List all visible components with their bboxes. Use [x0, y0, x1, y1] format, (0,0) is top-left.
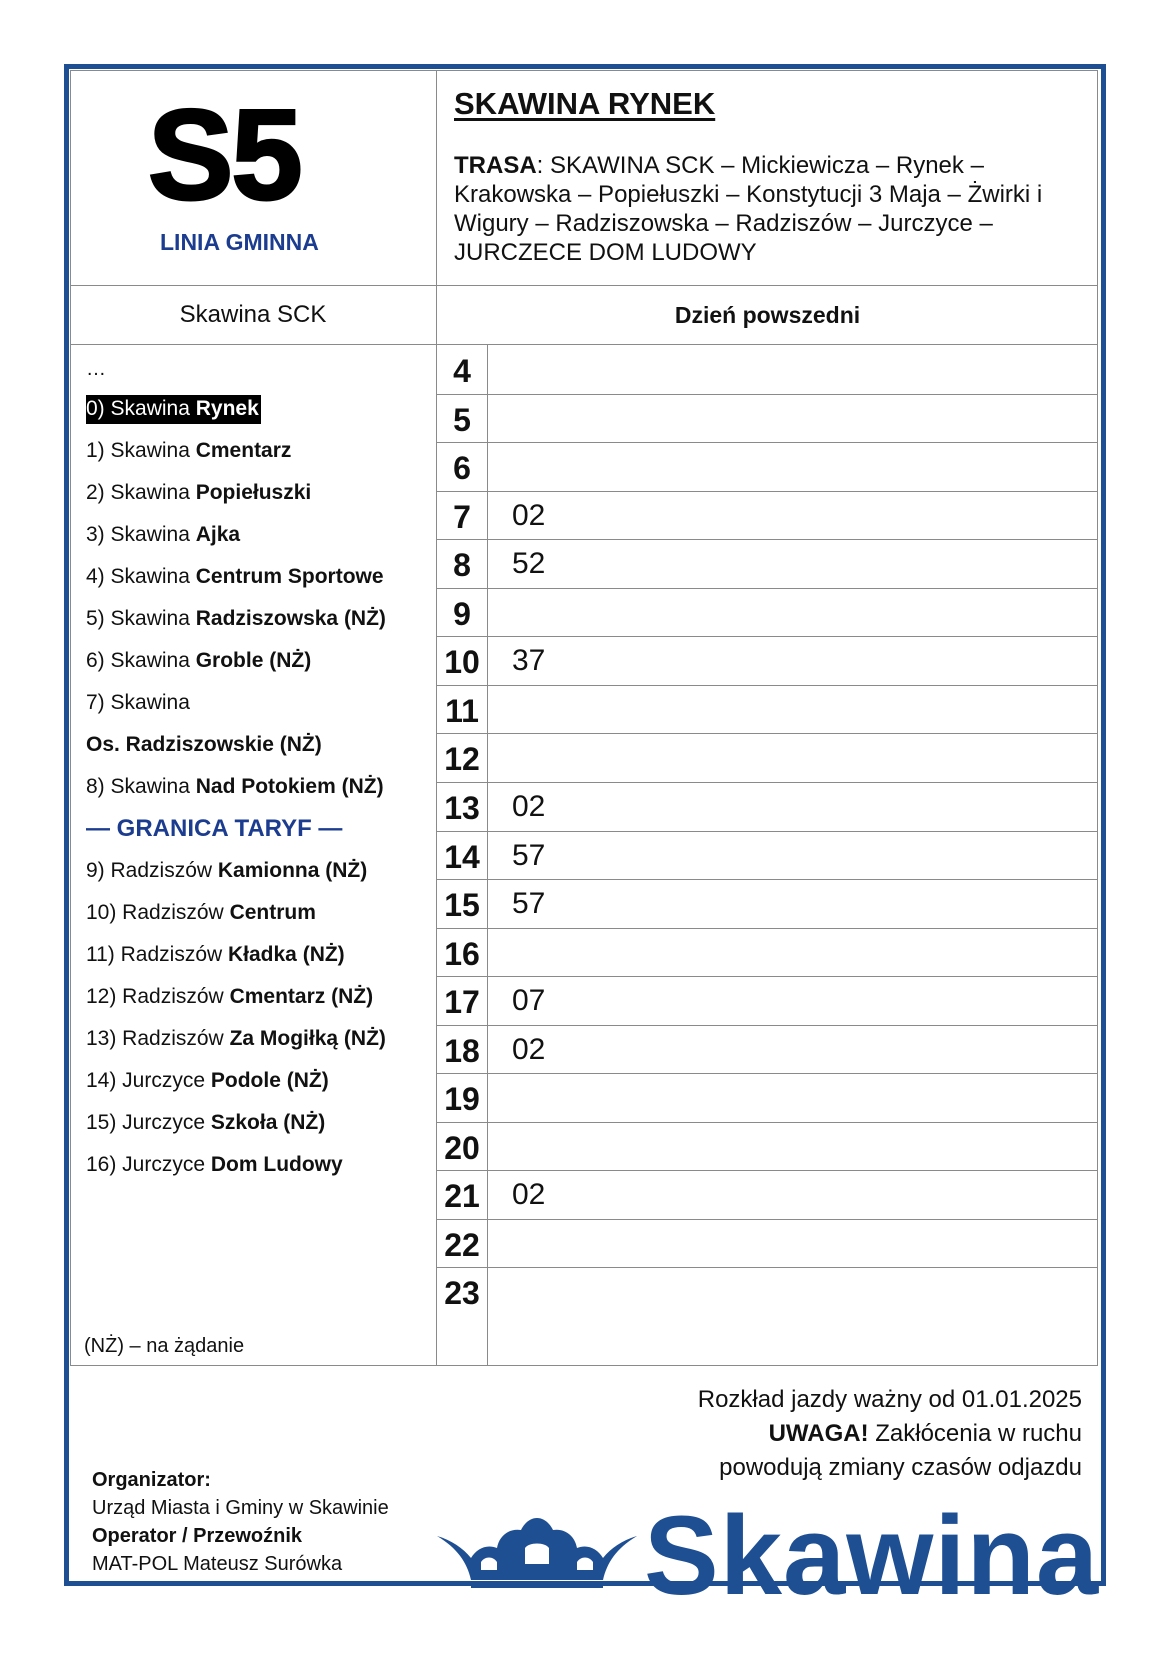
organizer-name: Urząd Miasta i Gminy w Skawinie [92, 1497, 389, 1519]
minutes-cell: 02 [512, 498, 546, 532]
stop-item [86, 392, 386, 434]
row-divider [437, 976, 1098, 977]
row-divider [437, 1025, 1098, 1026]
stop-item [86, 1064, 386, 1106]
stop-item [86, 1106, 386, 1148]
warning-text-2: powodują zmiany czasów odjazdu [719, 1454, 1082, 1481]
stop-item [86, 644, 386, 686]
legend: (NŻ) – na żądanie [84, 1335, 245, 1357]
hour-cell: 11 [445, 692, 479, 729]
hour-cell: 4 [453, 353, 471, 389]
stop-label [86, 733, 322, 756]
stop-prefix: 13) Radziszów [86, 1027, 230, 1050]
operator-name: MAT-POL Mateusz Surówka [92, 1553, 343, 1575]
minutes-cell: 02 [512, 789, 546, 823]
stop-prefix: 11) Radziszów [86, 943, 228, 966]
stop-prefix: 0) Skawina [86, 397, 196, 420]
stop-label [86, 943, 345, 966]
row-divider [437, 685, 1098, 686]
hour-cell: 22 [444, 1226, 480, 1263]
stop-name: Cmentarz [195, 439, 292, 462]
stop-prefix: 3) Skawina [86, 523, 196, 546]
stop-item [86, 434, 386, 476]
row-divider [437, 1267, 1098, 1268]
hour-cell: 15 [444, 887, 480, 924]
stops-list [86, 392, 386, 1190]
stop-prefix: 12) Radziszów [86, 985, 230, 1008]
stop-item [86, 518, 386, 560]
day-type: Dzień powszedni [674, 301, 861, 328]
stop-title: SKAWINA RYNEK [454, 86, 716, 121]
hour-cell: 7 [453, 498, 471, 535]
minutes-cell: 57 [512, 838, 546, 872]
hour-cell: 17 [444, 984, 480, 1021]
stop-item [86, 812, 386, 854]
stop-prefix: 16) Jurczyce [86, 1153, 211, 1176]
stop-item [86, 560, 386, 602]
hour-cell: 21 [444, 1178, 480, 1215]
hour-cell: 6 [453, 450, 471, 487]
direction-from: Skawina SCK [179, 301, 327, 328]
stop-item [86, 938, 386, 980]
stop-label [86, 439, 291, 462]
stop-label [86, 1027, 386, 1050]
stop-name: Podole (NŻ) [210, 1069, 329, 1092]
hour-divider [487, 344, 488, 1366]
stop-label [86, 775, 384, 798]
route-label: TRASA [454, 152, 537, 179]
stop-label [86, 1069, 329, 1092]
valid-from: Rozkład jazdy ważny od 01.01.2025 [697, 1386, 1082, 1413]
warning-line [698, 1417, 1082, 1451]
stop-item [86, 770, 386, 812]
row-divider [437, 1170, 1098, 1171]
stops-ellipsis: … [86, 358, 106, 380]
stop-item [86, 1022, 386, 1064]
crown-logo-icon [437, 1518, 637, 1588]
hour-cell: 13 [444, 789, 480, 826]
minutes-cell: 57 [512, 887, 546, 921]
stop-label [86, 649, 311, 672]
row-divider [437, 1219, 1098, 1220]
hour-cell: 5 [453, 401, 471, 438]
stop-label [86, 523, 240, 546]
stop-item [86, 728, 386, 770]
stop-label [86, 565, 384, 588]
row-divider [437, 394, 1098, 395]
stop-prefix: 15) Jurczyce [86, 1111, 211, 1134]
stop-prefix: 14) Jurczyce [86, 1069, 211, 1092]
minutes-cell: 37 [512, 644, 546, 678]
stop-name: Nad Potokiem (NŻ) [195, 775, 384, 798]
stop-name: Radziszowska (NŻ) [195, 607, 386, 630]
line-number: S5 [148, 84, 301, 227]
stop-name: Za Mogiłką (NŻ) [229, 1027, 386, 1050]
row-divider [437, 782, 1098, 783]
stop-name: Dom Ludowy [210, 1153, 343, 1176]
organizer-info [92, 1466, 389, 1578]
stop-item [86, 854, 386, 896]
stop-item [86, 980, 386, 1022]
line-type: LINIA GMINNA [160, 229, 319, 255]
stop-name: Popiełuszki [195, 481, 312, 504]
row-divider [437, 1073, 1098, 1074]
row-divider [437, 1122, 1098, 1123]
hour-cell: 16 [444, 935, 480, 972]
hour-cell: 23 [444, 1275, 480, 1312]
operator-label: Operator / Przewoźnik [92, 1525, 303, 1547]
row-divider [437, 636, 1098, 637]
stop-label [86, 1153, 343, 1176]
hour-cell: 12 [444, 741, 480, 778]
route-text: : SKAWINA SCK – Mickiewicza – Rynek – Krakowska – Popiełuszki – Konstytucji 3 Maja – Żwirki i Wigury – Radziszowska – Radziszów – Jurczyce – JURCZECE DOM LUDOWY [454, 152, 1043, 266]
stop-label [86, 481, 311, 504]
stop-label [86, 859, 367, 882]
stop-name: Szkoła (NŻ) [210, 1111, 326, 1134]
hour-cell: 8 [453, 547, 471, 584]
hour-cell: 10 [444, 644, 480, 681]
minutes-cell: 52 [512, 547, 546, 581]
row-divider [437, 442, 1098, 443]
minutes-cell: 02 [512, 1032, 546, 1066]
minutes-cell: 07 [512, 984, 546, 1018]
row-divider [437, 588, 1098, 589]
stop-prefix: 2) Skawina [86, 481, 196, 504]
brand-logo: Skawina [644, 1493, 1100, 1618]
stop-prefix: 9) Radziszów [86, 859, 218, 882]
stop-name: Kamionna (NŻ) [217, 859, 368, 882]
stop-name: Groble (NŻ) [195, 649, 312, 672]
route-description [454, 151, 1054, 267]
stop-label [86, 985, 373, 1008]
stop-prefix: 7) Skawina [86, 691, 190, 714]
row-divider [437, 928, 1098, 929]
row-divider [437, 491, 1098, 492]
stop-prefix: 6) Skawina [86, 649, 196, 672]
stop-name: Os. Radziszowskie (NŻ) [86, 733, 322, 756]
stop-name: Kładka (NŻ) [228, 943, 345, 966]
stop-item [86, 1148, 386, 1190]
stop-label [86, 691, 190, 714]
stop-name: Cmentarz (NŻ) [229, 985, 374, 1008]
stop-name: Centrum [229, 901, 316, 924]
tariff-boundary: — GRANICA TARYF — [86, 815, 343, 842]
row-divider [437, 733, 1098, 734]
stop-item [86, 602, 386, 644]
stop-prefix: 8) Skawina [86, 775, 196, 798]
row-divider [437, 879, 1098, 880]
validity-notice [698, 1383, 1082, 1485]
stop-prefix: 1) Skawina [86, 439, 196, 462]
current-stop-highlight [86, 395, 261, 424]
stop-name: Ajka [195, 523, 241, 546]
row-divider [437, 831, 1098, 832]
stop-item [86, 476, 386, 518]
minutes-cell: 02 [512, 1178, 546, 1212]
stop-prefix: 4) Skawina [86, 565, 196, 588]
organizer-label: Organizator: [92, 1469, 211, 1491]
warning-label: UWAGA! [768, 1420, 869, 1447]
hour-cell: 14 [444, 838, 480, 875]
stop-prefix: 10) Radziszów [86, 901, 230, 924]
row-divider [437, 539, 1098, 540]
hour-cell: 9 [453, 595, 471, 632]
hour-cell: 19 [444, 1081, 480, 1118]
stop-name: Centrum Sportowe [195, 565, 384, 588]
stop-item [86, 896, 386, 938]
hour-cell: 18 [444, 1032, 480, 1069]
stop-name: Rynek [195, 397, 259, 420]
subheader-divider [70, 344, 1098, 345]
stop-label [86, 901, 316, 924]
stop-prefix: 5) Skawina [86, 607, 196, 630]
warning-text: Zakłócenia w ruchu [868, 1420, 1082, 1447]
stop-item [86, 686, 386, 728]
stop-label [86, 1111, 325, 1134]
stop-label [86, 607, 386, 630]
hour-cell: 20 [444, 1129, 480, 1166]
